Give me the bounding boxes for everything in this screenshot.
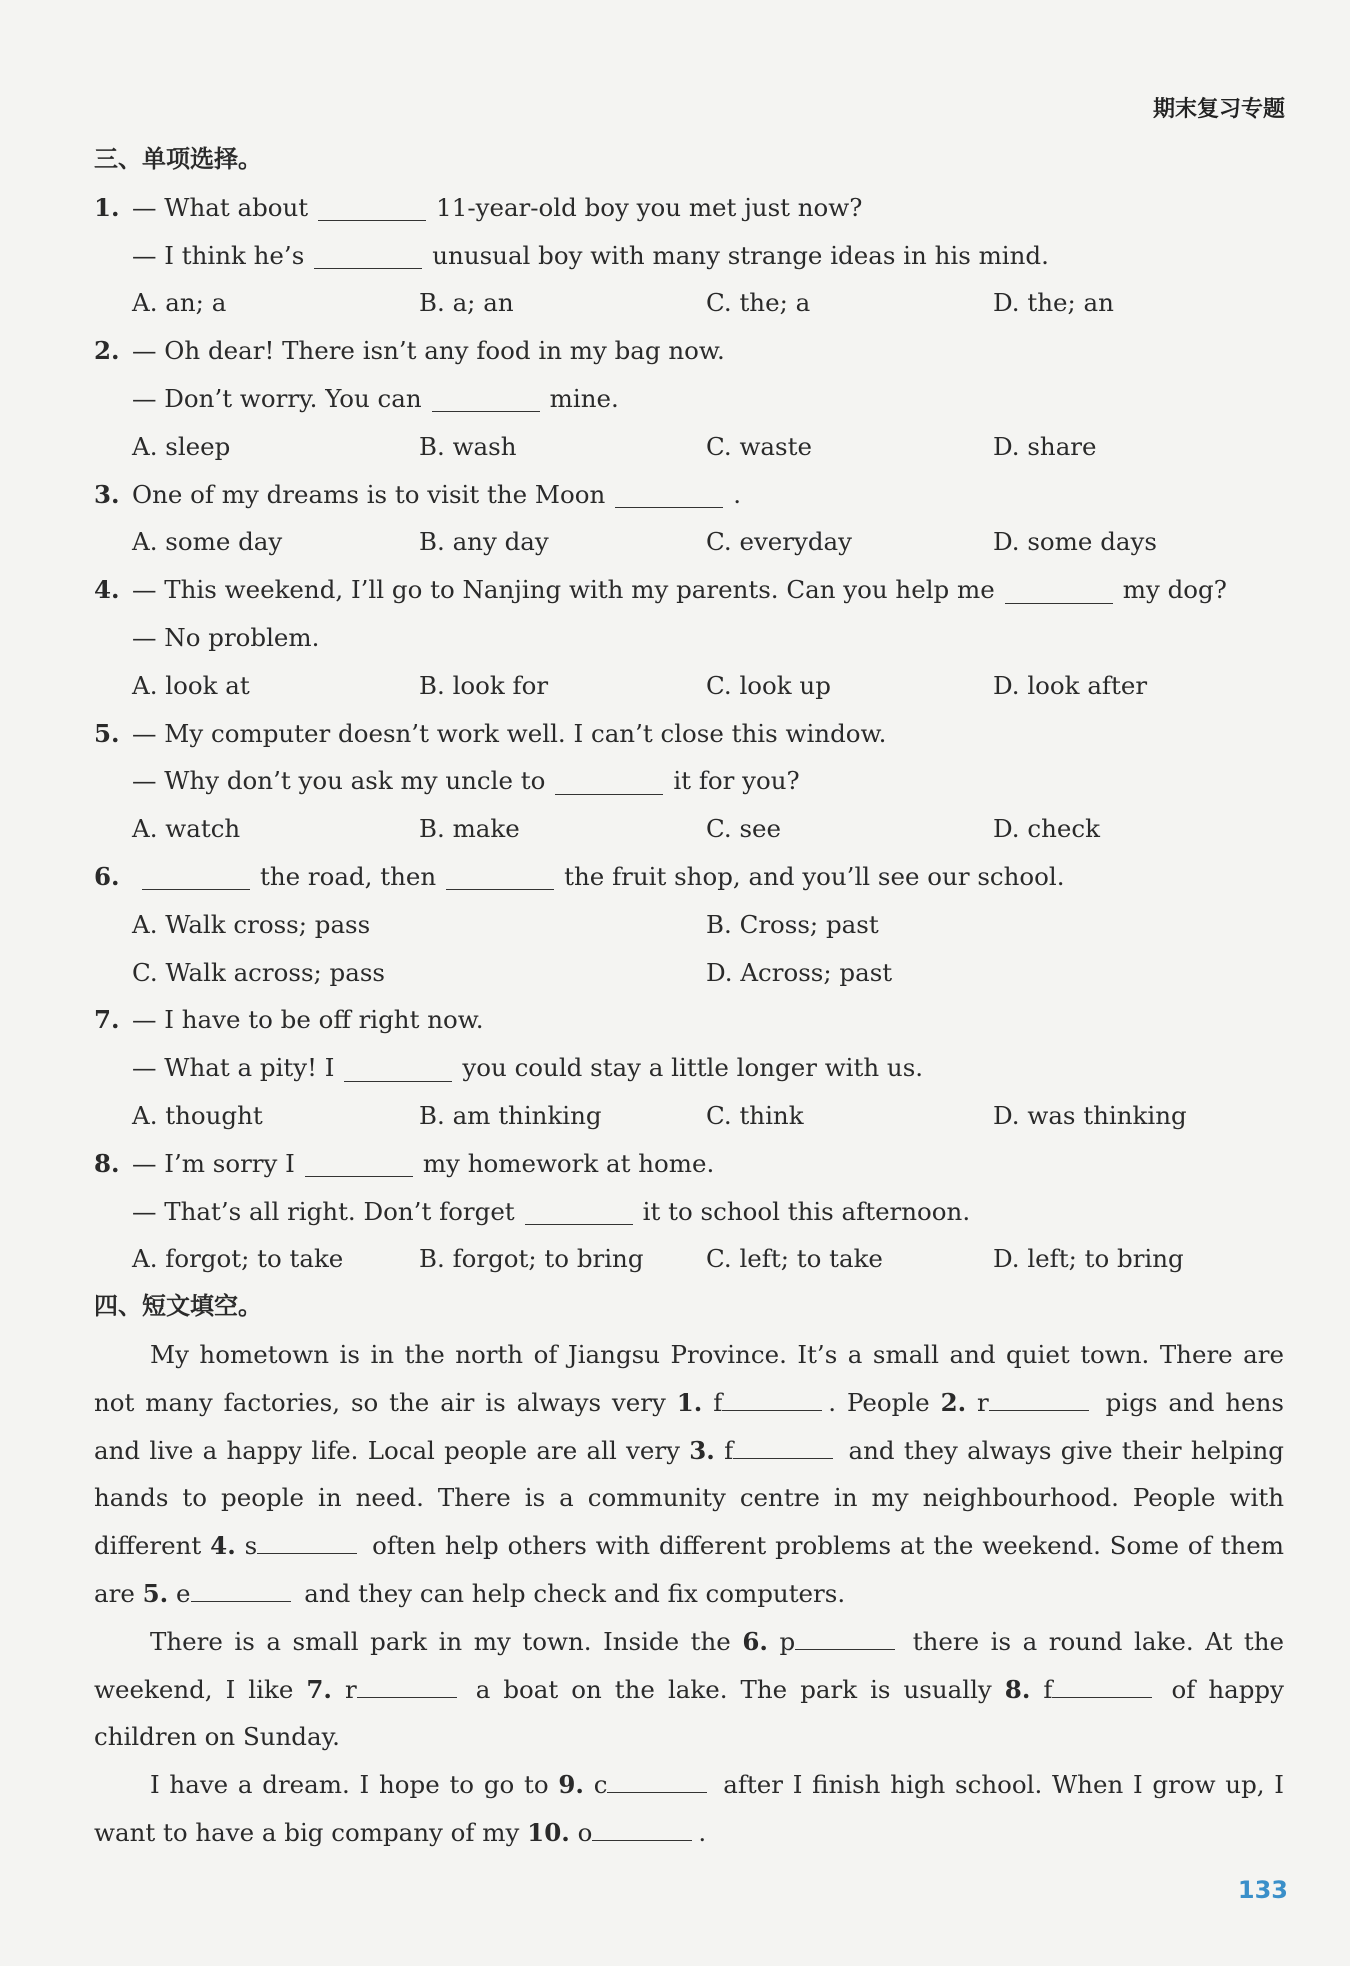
options-row <box>94 1092 1284 1140</box>
answer-option[interactable]: D. look after <box>993 670 1148 700</box>
paragraph <box>94 1331 1284 1618</box>
passage-text: pigs and hens and live a happy life. Local people are all very <box>94 1387 1284 1465</box>
options-row <box>94 901 1284 949</box>
options-row <box>94 423 1284 471</box>
question-text: my homework at home. <box>422 1148 715 1178</box>
question-line <box>94 375 1284 423</box>
question-text: the fruit shop, and you’ll see our school. <box>564 861 1065 891</box>
question-number: 7. <box>94 1005 120 1035</box>
passage-text: I have a dream. I hope to go to <box>150 1770 549 1800</box>
answer-option[interactable]: D. some days <box>993 527 1157 557</box>
answer-blank[interactable] <box>305 1150 413 1177</box>
passage-text: and they always give their helping hands to people in need. There is a community centre in my neighbourhood. People with different <box>94 1435 1284 1561</box>
question-text: — I have to be off right now. <box>132 1005 484 1035</box>
answer-option[interactable]: B. make <box>419 814 520 844</box>
cloze-passage <box>94 1331 1284 1857</box>
blank-initial: s <box>244 1531 258 1561</box>
blank-number: 3. <box>689 1435 715 1465</box>
question-line <box>94 566 1284 614</box>
blank-number: 9. <box>558 1770 584 1800</box>
answer-blank[interactable] <box>795 1623 895 1650</box>
question-line <box>94 471 1284 519</box>
answer-option[interactable]: B. am thinking <box>419 1100 602 1130</box>
answer-option[interactable]: D. the; an <box>993 288 1114 318</box>
question-text: — Why don’t you ask my uncle to <box>132 766 546 796</box>
question-line <box>94 1140 1284 1188</box>
question-number: 6. <box>94 861 120 891</box>
passage-text: often help others with different problems at the weekend. Some of them are <box>94 1531 1284 1608</box>
question-line <box>94 327 1284 375</box>
answer-option[interactable]: B. Cross; past <box>706 909 879 939</box>
question-text: unusual boy with many strange ideas in his mind. <box>432 240 1049 270</box>
answer-blank[interactable] <box>1052 1671 1152 1698</box>
question-text: my dog? <box>1122 575 1227 605</box>
answer-blank[interactable] <box>142 863 250 890</box>
question-text: it to school this afternoon. <box>642 1196 971 1226</box>
options-row <box>94 805 1284 853</box>
answer-option[interactable]: C. the; a <box>706 288 811 318</box>
header-tag: 期末复习专题 <box>1152 97 1285 122</box>
answer-option[interactable]: B. look for <box>419 670 549 700</box>
answer-option[interactable]: B. forgot; to bring <box>419 1244 644 1274</box>
answer-option[interactable]: C. think <box>706 1100 804 1130</box>
answer-option[interactable]: A. Walk cross; pass <box>132 909 371 939</box>
answer-option[interactable]: C. left; to take <box>706 1244 883 1274</box>
answer-blank[interactable] <box>432 385 540 412</box>
blank-number: 8. <box>1004 1674 1031 1704</box>
paragraph <box>94 1618 1284 1761</box>
question-number: 8. <box>94 1148 120 1178</box>
answer-option[interactable]: C. see <box>706 814 782 844</box>
question-line <box>94 184 1284 232</box>
answer-option[interactable]: A. an; a <box>132 288 227 318</box>
question-number: 1. <box>94 192 120 222</box>
answer-option[interactable]: D. was thinking <box>993 1100 1187 1130</box>
options-row <box>94 1235 1284 1283</box>
page-content <box>94 136 1284 1857</box>
answer-blank[interactable] <box>615 481 723 508</box>
answer-option[interactable]: C. look up <box>706 670 831 700</box>
options-row <box>94 949 1284 997</box>
blank-number: 4. <box>210 1531 236 1561</box>
options-row <box>94 662 1284 710</box>
question-line <box>94 710 1284 758</box>
blank-initial: f <box>724 1435 734 1465</box>
question-line <box>94 1044 1284 1092</box>
question-text: — That’s all right. Don’t forget <box>132 1196 515 1226</box>
question-text: mine. <box>549 383 619 413</box>
blank-initial: r <box>977 1387 989 1417</box>
answer-blank[interactable] <box>555 768 663 795</box>
answer-blank[interactable] <box>344 1055 452 1082</box>
question-text: — This weekend, I’ll go to Nanjing with my parents. Can you help me <box>132 575 995 605</box>
answer-option[interactable]: A. sleep <box>132 431 231 461</box>
answer-blank[interactable] <box>525 1198 633 1225</box>
answer-option[interactable]: C. everyday <box>706 527 852 557</box>
section-title: 三、单项选择。 <box>94 145 262 173</box>
question-text: — Don’t worry. You can <box>132 383 422 413</box>
question-text: — No problem. <box>132 622 320 652</box>
answer-option[interactable]: B. wash <box>419 431 517 461</box>
blank-initial: o <box>577 1817 593 1847</box>
answer-blank[interactable] <box>446 863 554 890</box>
answer-blank[interactable] <box>257 1527 357 1554</box>
answer-blank[interactable] <box>357 1671 457 1698</box>
question-line <box>94 232 1284 280</box>
question-text: it for you? <box>673 766 800 796</box>
answer-option[interactable]: B. a; an <box>419 288 514 318</box>
answer-option[interactable]: D. check <box>993 814 1100 844</box>
blank-initial: e <box>176 1578 191 1608</box>
blank-initial: f <box>713 1387 723 1417</box>
blank-number: 10. <box>527 1817 570 1847</box>
answer-blank[interactable] <box>318 194 426 221</box>
options-row <box>94 518 1284 566</box>
question-line <box>94 757 1284 805</box>
answer-option[interactable]: D. share <box>993 431 1097 461</box>
blank-initial: r <box>344 1674 357 1704</box>
answer-blank[interactable] <box>733 1432 833 1459</box>
blank-number: 1. <box>676 1387 703 1417</box>
page-number: 133 <box>1237 1876 1288 1904</box>
question-text: — What a pity! I <box>132 1053 335 1083</box>
question-line <box>94 1188 1284 1236</box>
question-line <box>94 996 1284 1044</box>
blank-number: 7. <box>306 1674 332 1704</box>
question-list <box>94 184 1284 1283</box>
passage-text: There is a small park in my town. Inside the <box>150 1626 731 1656</box>
passage-text: . <box>698 1817 707 1847</box>
question-text: One of my dreams is to visit the Moon <box>132 479 606 509</box>
question-text: you could stay a little longer with us. <box>462 1053 924 1083</box>
question-text: the road, then <box>260 861 437 891</box>
answer-blank[interactable] <box>1005 577 1113 604</box>
options-row <box>94 279 1284 327</box>
answer-option[interactable]: C. Walk across; pass <box>132 957 385 987</box>
question-text: 11-year-old boy you met just now? <box>436 192 863 222</box>
answer-option[interactable]: A. look at <box>132 670 250 700</box>
answer-blank[interactable] <box>191 1575 291 1602</box>
passage-text: there is a round lake. At the weekend, I like <box>94 1626 1284 1704</box>
question-line <box>94 853 1284 901</box>
answer-blank[interactable] <box>989 1384 1089 1411</box>
answer-blank[interactable] <box>592 1814 692 1841</box>
blank-number: 2. <box>940 1387 967 1417</box>
question-number: 3. <box>94 479 120 509</box>
answer-option[interactable]: B. any day <box>419 527 549 557</box>
question-text: — Oh dear! There isn’t any food in my bag now. <box>132 336 725 366</box>
question-text: . <box>733 479 742 509</box>
blank-initial: c <box>593 1770 608 1800</box>
question-number: 4. <box>94 575 120 605</box>
question-text: — What about <box>132 192 309 222</box>
answer-option[interactable]: C. waste <box>706 431 812 461</box>
blank-number: 5. <box>142 1578 169 1608</box>
question-number: 5. <box>94 718 120 748</box>
question-number: 2. <box>94 336 120 366</box>
passage-text: after I finish high school. When I grow up, I want to have a big company of my <box>94 1770 1284 1847</box>
question-line <box>94 614 1284 662</box>
answer-option[interactable]: A. thought <box>132 1100 263 1130</box>
question-text: — I think he’s <box>132 240 305 270</box>
passage-text: a boat on the lake. The park is usually <box>475 1674 992 1704</box>
question-text: — I’m sorry I <box>132 1148 295 1178</box>
blank-initial: p <box>779 1626 796 1656</box>
answer-blank[interactable] <box>314 242 422 269</box>
passage-text: of happy children on Sunday. <box>94 1674 1284 1752</box>
answer-option[interactable]: A. some day <box>132 527 283 557</box>
answer-option[interactable]: D. left; to bring <box>993 1244 1184 1274</box>
answer-option[interactable]: D. Across; past <box>706 957 893 987</box>
blank-initial: f <box>1043 1674 1053 1704</box>
blank-number: 6. <box>742 1626 768 1656</box>
answer-option[interactable]: A. forgot; to take <box>132 1244 344 1274</box>
answer-blank[interactable] <box>607 1766 707 1793</box>
passage-text: and they can help check and fix computers. <box>304 1578 846 1608</box>
section-title: 四、短文填空。 <box>94 1292 262 1321</box>
passage-text: My hometown is in the north of Jiangsu Province. It’s a small and quiet town. There are not many factories, so the air is always very <box>94 1339 1284 1417</box>
paragraph <box>94 1761 1284 1857</box>
answer-option[interactable]: A. watch <box>132 814 241 844</box>
passage-text: . People <box>828 1387 930 1417</box>
answer-blank[interactable] <box>722 1384 822 1411</box>
question-text: — My computer doesn’t work well. I can’t close this window. <box>132 718 887 748</box>
